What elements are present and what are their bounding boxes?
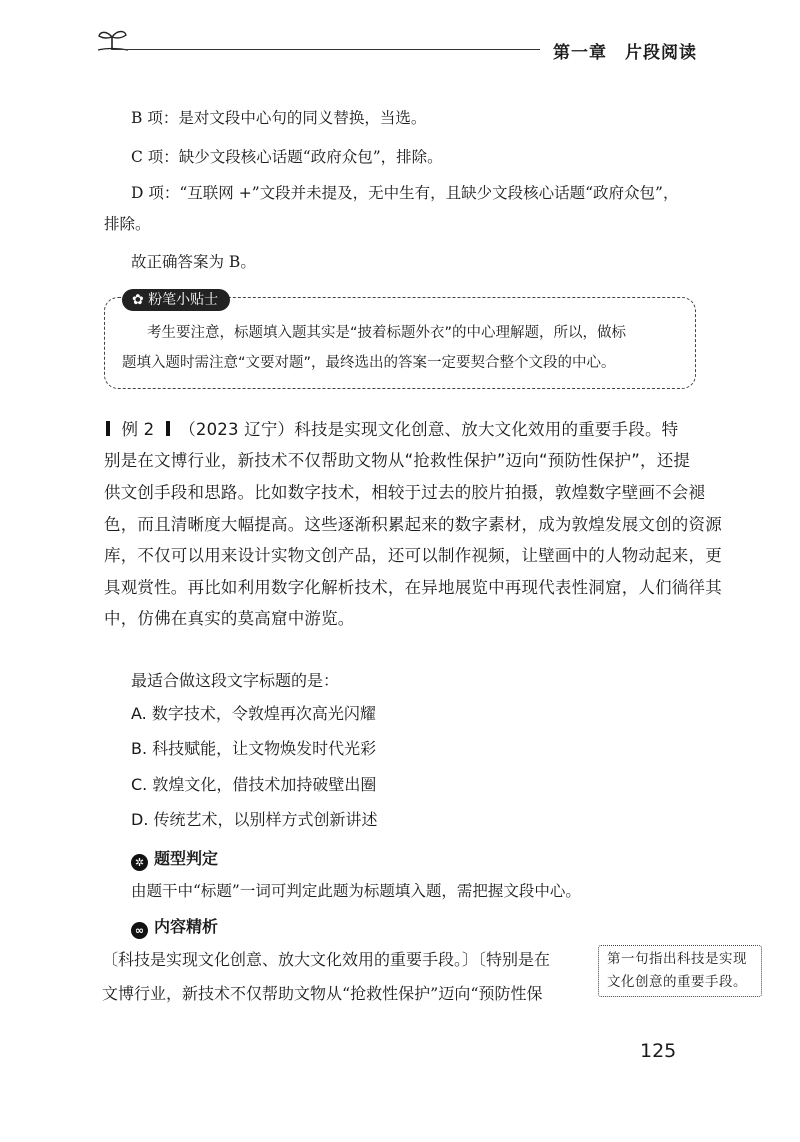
analysis-option-b: B 项：是对文段中心句的同义替换，当选。 bbox=[131, 109, 427, 127]
tip-label-text: 粉笔小贴士 bbox=[148, 292, 219, 308]
option-a: A. 数字技术，令敦煌再次高光闪耀 bbox=[131, 704, 376, 723]
side-note-line1: 第一句指出科技是实现 bbox=[607, 951, 747, 967]
example-line-3: 供文创手段和思路。比如数字技术，相较于过去的胶片拍摄，敦煌数字壁画不会褪 bbox=[104, 483, 706, 502]
judge-text: 由题干中“标题”一词可判定此题为标题填入题，需把握文段中心。 bbox=[131, 882, 581, 900]
example-line-5: 库，不仅可以用来设计实物文创产品，还可以制作视频，让壁画中的人物动起来，更 bbox=[104, 546, 722, 565]
page-number: 125 bbox=[640, 1040, 677, 1062]
answer-line: 故正确答案为 B。 bbox=[131, 253, 256, 271]
bracket-bar-icon bbox=[166, 421, 170, 436]
content-title: 内容精析 bbox=[154, 917, 219, 936]
tip-label bbox=[122, 289, 230, 311]
option-d: D. 传统艺术，以别样方式创新讲述 bbox=[131, 810, 378, 829]
example-line-4: 色，而且清晰度大幅提高。这些逐渐积累起来的数字素材，成为敦煌发展文创的资源 bbox=[104, 515, 722, 534]
tip-text-line2: 题填入题时需注意“文要对题”，最终选出的答案一定要契合整个文段的中心。 bbox=[122, 355, 616, 371]
header-rule bbox=[112, 49, 540, 50]
content-line1: 〔科技是实现文化创意、放大文化效用的重要手段。〕〔特别是在 bbox=[102, 950, 551, 969]
example-line-1 bbox=[106, 414, 678, 445]
analysis-option-d-cont: 排除。 bbox=[104, 215, 151, 233]
side-note-line2: 文化创意的重要手段。 bbox=[607, 974, 747, 990]
sprout-icon: ✿ bbox=[132, 292, 149, 308]
chapter-title: 第一章 片段阅读 bbox=[553, 43, 697, 63]
side-note bbox=[598, 945, 762, 997]
example-line-2: 别是在文博行业，新技术不仅帮助文物从“抢救性保护”迈向“预防性保护”，还提 bbox=[104, 451, 691, 470]
content-heading bbox=[131, 914, 218, 939]
bracket-bar-icon bbox=[106, 421, 110, 436]
tip-text-line1: 考生要注意，标题填入题其实是“披着标题外衣”的中心理解题，所以，做标 bbox=[147, 325, 627, 341]
analysis-option-d: D 项：“互联网 +”文段并未提及，无中生有，且缺少文段核心话题“政府众包”， bbox=[131, 184, 679, 202]
example-text: （2023 辽宁）科技是实现文化创意、放大文化效用的重要手段。特 bbox=[179, 420, 679, 439]
content-line2: 文博行业，新技术不仅帮助文物从“抢救性保护”迈向“预防性保 bbox=[102, 984, 543, 1003]
example-line-7: 中，仿佛在真实的莫高窟中游览。 bbox=[104, 609, 355, 628]
link-icon: ∞ bbox=[131, 922, 148, 939]
example-line-6: 具观赏性。再比如利用数字化解析技术，在异地展览中再现代表性洞窟，人们徜徉其 bbox=[104, 578, 722, 597]
option-b: B. 科技赋能，让文物焕发时代光彩 bbox=[131, 739, 377, 758]
question-stem: 最适合做这段文字标题的是： bbox=[131, 671, 340, 690]
judge-title: 题型判定 bbox=[154, 849, 219, 868]
gear-icon: ✲ bbox=[131, 854, 148, 871]
option-c: C. 敦煌文化，借技术加持破壁出圈 bbox=[131, 775, 377, 794]
example-label: 例 2 bbox=[121, 420, 155, 439]
judge-heading bbox=[131, 846, 218, 871]
analysis-option-c: C 项：缺少文段核心话题“政府众包”，排除。 bbox=[131, 148, 443, 166]
